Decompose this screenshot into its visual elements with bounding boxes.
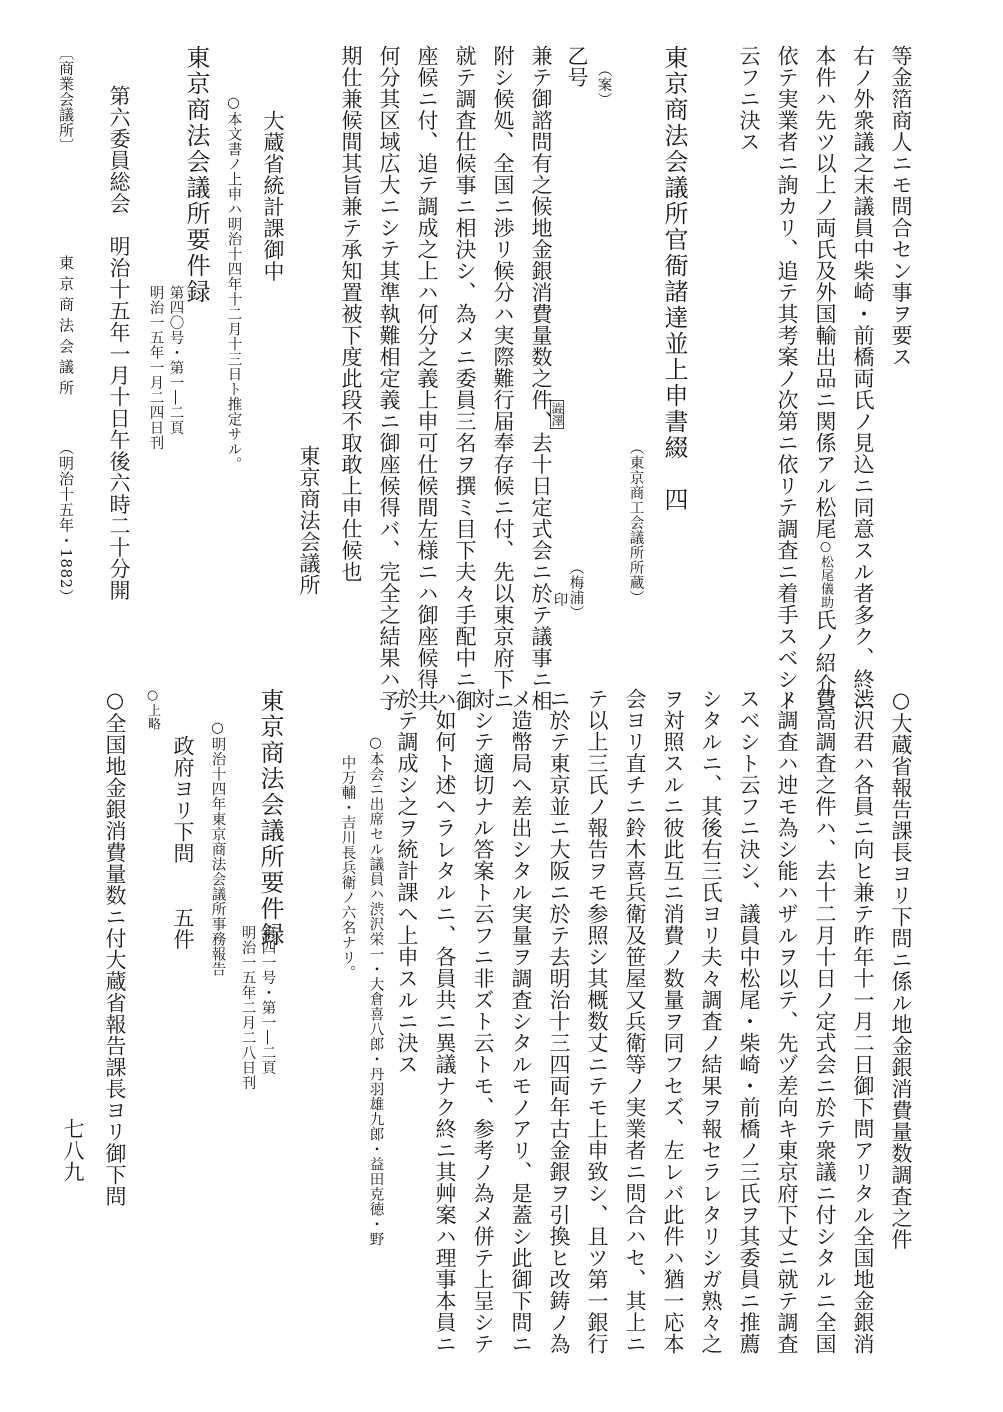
letter-line-4: 座候ニ付、追テ調成之上ハ何分之義上申可仕候間左様ニハ御座候得共 — [415, 45, 439, 712]
seal-umeura-mark: 印 — [551, 592, 568, 607]
addressee: 大蔵省統計課御中 — [261, 110, 285, 282]
letter-line-2: 附シ候処、全国ニ渉リ候分ハ実際難行届奉存候ニ付、先以東京府下ニ — [491, 45, 515, 712]
upper-line-5: 云フニ決ス — [737, 45, 761, 153]
upper-line-2: 右ノ外衆議之末議員中柴崎・前橋両氏ノ見込ニ同意スル者多ク、終ニ — [851, 45, 875, 712]
attendees-line-2: 中万輔・吉川長兵衛ノ六名ナリ。 — [339, 755, 356, 980]
upper-line-4: 依テ実業者ニ詢カリ、追テ其考案ノ次第ニ依リテ調査ニ着手スベシト — [775, 45, 799, 712]
inline-annotation: ○松尾儀助 — [818, 539, 833, 609]
lower-line-10: ニ於テ東京並ニ大阪ニ於テ去明治十三四両年古金銀ヲ引換ヒ改鋳ノ為 — [547, 688, 571, 1355]
lower-line-6: シタルニ、其後右三氏ヨリ夫々調査ノ結果ヲ報セラレタリシガ熟々之 — [699, 688, 723, 1355]
running-header-bracket: 〔商業会議所〕 — [57, 45, 75, 154]
otsu-label: 乙号 — [565, 45, 589, 88]
annual-report-heading: ○明治十四年東京商法会議所事務報告 — [209, 720, 226, 977]
lower-line-5: スベシト云フニ決シ、議員中松尾・柴崎・前橋ノ三氏ヲ其委員ニ推薦 — [737, 688, 761, 1355]
lower-last-line: ○全国地金銀消費量数ニ付大蔵省報告課長ヨリ御下問 — [103, 688, 127, 1207]
upper-line-1: 等金箔商人ニモ問合セン事ヲ要ス — [889, 45, 913, 368]
lower-line-1: ○大蔵省報告課長ヨリ下問ニ係ル地金銀消費量数調査之件 — [889, 688, 913, 1250]
attendees-line-1: ○本会ニ出席セル議員ハ渋沢栄一・大倉喜八郎・丹羽雄九郎・益田克徳・野 — [367, 735, 384, 1247]
lower-line-2: 渋沢君ハ各員ニ向ヒ兼テ昨年十一月二日御下問アリタル全国地金銀消 — [851, 688, 875, 1355]
editor-note-1: ○本文書ノ上申ハ明治十四年十二月十三日ト推定サル。 — [225, 95, 242, 472]
meeting-heading: 第六委員総会 明治十五年一月十日午後六時二十分開 — [107, 85, 131, 601]
seal-shibusawa: 澁澤 — [550, 402, 564, 427]
lower-line-7: ヲ対照スルニ彼此互ニ消費ノ数量ヲ同フセズ、左レバ此件ハ猶一応本 — [661, 688, 685, 1355]
letter-line-3: 就テ調査仕候事ニ相決シ、為メニ委員三名ヲ撰ミ目下夫々手配中ニ御 — [453, 45, 477, 712]
reference-3b: 明治一五年二月二八日刊 — [239, 925, 256, 1090]
signer: 東京商法会議所 — [297, 445, 321, 596]
section-title-1: 東京商法会議所官衙諸達並上申書綴 四 — [660, 45, 688, 513]
lower-line-12: 対シテ適切ナル答案ト云フニ非ズト云トモ、参考ノ為メ併テ上呈シテ — [471, 688, 495, 1355]
reference-2a: 第四〇号・第一―二頁 — [167, 285, 184, 435]
section-title-3: 東京商法会議所要件録 — [256, 688, 284, 948]
lower-line-4: ノ調査ハ迚モ為シ能ハザルヲ以テ、先ヅ差向キ東京府下丈ニ就テ調査 — [775, 688, 799, 1355]
lower-line-9: テ以上三氏ノ報告ヲモ参照シ其概数丈ニテモ上申致シ、且ツ第一銀行 — [585, 688, 609, 1355]
reference-2b: 明治一五年一月二四日刊 — [147, 285, 164, 450]
lower-line-13: ハ如何ト述ヘラレタルニ、各員共ニ異議ナク終ニ其艸案ハ理事本員ニ — [433, 688, 457, 1355]
lower-line-8: 会ヨリ直チニ鈴木喜兵衛及笹屋又兵衛等ノ実業者ニ問合ハセ、其上ニ — [623, 688, 647, 1355]
running-header-year: （明治十五年・1882） — [57, 440, 75, 605]
letter-line-5: 何分其区域広大ニシテ其準執難相定義ニ御座候得バ、完全之結果ハ予 — [377, 45, 401, 712]
seal-umeura-label: （梅浦） — [567, 560, 584, 620]
lower-line-3: 費高調査之件ハ、去十二月十日ノ定式会ニ於テ衆議ニ付シタルニ全国 — [813, 688, 837, 1355]
letter-line-6: 期仕兼候間其旨兼テ承知置被下度此段不取敢上申仕候也 — [339, 45, 363, 583]
draft-marker: （案） — [595, 62, 612, 107]
source-note-1: （東京商工会議所所蔵） — [627, 440, 644, 605]
government-inquiries: 政府ヨリ下問 五件 — [171, 735, 195, 950]
running-header-org: 東 京 商 法 会 議 所 — [57, 255, 75, 396]
upper-line-3: 本件ハ先ツ以上ノ両氏及外国輸出品ニ関係アル松尾○松尾儀助氏ノ紹介ニ — [813, 45, 837, 717]
lower-line-11: メ造幣局へ差出シタル実量ヲ調査シタルモノアリ、是蓋シ此御下問ニ — [509, 688, 533, 1355]
letter-line-1: 兼テ御諮問有之候地金銀消費量数之件、去十日定式会ニ於テ議事ニ相 — [529, 45, 553, 712]
omission-mark: ○上略 — [145, 688, 160, 731]
section-title-2: 東京商法会議所要件録 — [182, 45, 210, 305]
lower-line-14: 於テ調成シ之ヲ統計課へ上申スルニ決ス — [395, 688, 419, 1075]
page-number: 七八九 — [61, 1118, 85, 1183]
reference-3a: 第四一号・第一―二頁 — [259, 925, 276, 1075]
